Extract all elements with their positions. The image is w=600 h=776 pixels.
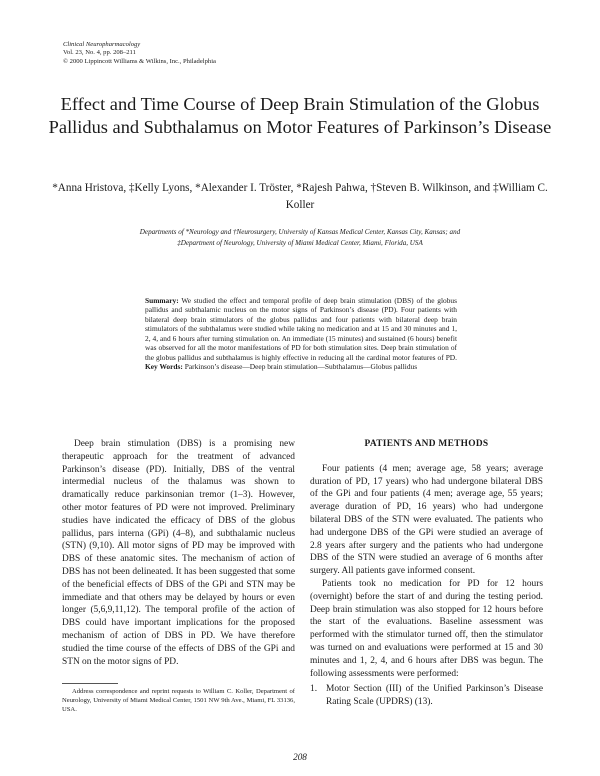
summary-label: Summary: bbox=[145, 296, 179, 305]
abstract bbox=[145, 296, 457, 372]
section-heading: PATIENTS AND METHODS bbox=[364, 439, 489, 449]
assessment-list bbox=[310, 683, 543, 709]
list-item-number: 1. bbox=[310, 684, 318, 695]
journal-volume: Vol. 23, No. 4, pp. 208–211 bbox=[63, 49, 136, 57]
article-title: Effect and Time Course of Deep Brain Stimulation of the Globus Pallidus and Subthalamus on Motor Features of Parkinson’s Disease bbox=[48, 94, 552, 137]
keywords-label: Key Words: bbox=[145, 362, 183, 372]
methods-paragraph-1: Four patients (4 men; average age, 58 years; average duration of PD, 17 years) who had undergone bilateral DBS of the GPi and four patients (4 men; average age, 55 years; average duration of PD, 16 years) who had undergone bilateral DBS of the STN were evaluated. The patients who had undergone DBS of the GPi were studied an average of 2.8 years after surgery and the patients who had undergone DBS of the STN were studied an average of 6 months after surgery. All patients gave informed consent. bbox=[310, 463, 543, 577]
correspondence-footnote: Address correspondence and reprint requests to William C. Koller, Department of Neurology, University of Miami Medical Center, 1501 NW 9th Ave., Miami, FL 33136, USA. bbox=[62, 688, 295, 713]
list-item-text: Motor Section (III) of the Unified Parkinson’s Disease Rating Scale (UPDRS) (13). bbox=[326, 684, 543, 708]
left-column bbox=[62, 438, 295, 668]
affiliation-line-2: ‡Department of Neurology, University of Miami Medical Center, Miami, Florida, USA bbox=[177, 238, 423, 247]
intro-paragraph: Deep brain stimulation (DBS) is a promising new therapeutic approach for the treatment of advanced Parkinson’s disease (PD). Initially, DBS of the ventral intermedial nucleus of the thalamus was shown to dramatically reduce parkinsonian tremor (1–3). However, other motor features of PD were not improved. Preliminary studies have indicated the efficacy of DBS of the globus pallidus, pars interna (GPi) (4–8), and subthalamic nucleus (STN) (9,10). All motor signs of PD may be improved with DBS of these anatomic sites. The mechanism of action of DBS has not been delineated. It has been suggested that some of the beneficial effects of DBS of the GPi and STN may be immediate and that others may be delayed by hours or even longer (5,6,9,11,12). The temporal profile of the action of DBS could have important implications for the proposed mechanism of action of DBS in PD. We have therefore studied the time course of the effects of DBS of the GPi and STN on the motor signs of PD. bbox=[62, 439, 295, 667]
methods-paragraph-2: Patients took no medication for PD for 12 hours (overnight) before the start of and during the testing period. Deep brain stimulation was also stopped for 12 hours before the start of the evaluations. Baseline assessment was performed with the stimulator turned off, then the stimulator was turned on and evaluations were performed at 15 and 30 minutes and 1, 2, 4, and 6 hours after DBS was begun. The following assessments were performed: bbox=[310, 578, 543, 679]
keywords-text: Parkinson’s disease—Deep brain stimulation—Subthalamus—Globus pallidus bbox=[184, 362, 418, 372]
affiliations bbox=[70, 227, 530, 248]
journal-copyright: © 2000 Lippincott Williams & Wilkins, Inc., Philadelphia bbox=[63, 57, 216, 65]
author-list: *Anna Hristova, ‡Kelly Lyons, *Alexander I. Tröster, *Rajesh Pahwa, †Steven B. Wilkinson, and ‡William C. Koller bbox=[52, 182, 548, 211]
journal-name: Clinical Neuropharmacology bbox=[63, 41, 141, 48]
summary-text: We studied the effect and temporal profile of deep brain stimulation (DBS) of the globus pallidus and subthalamic nucleus on the motor signs of Parkinson’s disease (PD). Four patients with bilateral deep brain stimulators of the globus pallidus and four patients with bilateral deep brain stimulators of the subthalamus were studied while taking no medication and at 15 and 30 minutes and 1, 2, 4, and 6 hours after turning stimulation on. An immediate (15 minutes) and sustained (6 hours) benefit was observed for all the motor manifestations of PD for both stimulation sites. Deep brain stimulation of the globus pallidus and subthalamus is highly effective in reducing all the cardinal motor features of PD. bbox=[145, 296, 458, 362]
journal-header bbox=[63, 41, 216, 66]
right-column bbox=[310, 438, 543, 709]
footnote-divider bbox=[62, 683, 118, 684]
page-number: 208 bbox=[293, 752, 307, 762]
list-item bbox=[310, 683, 543, 709]
affiliation-line-1: Departments of *Neurology and †Neurosurgery, University of Kansas Medical Center, Kansas City, Kansas; and bbox=[139, 228, 461, 236]
